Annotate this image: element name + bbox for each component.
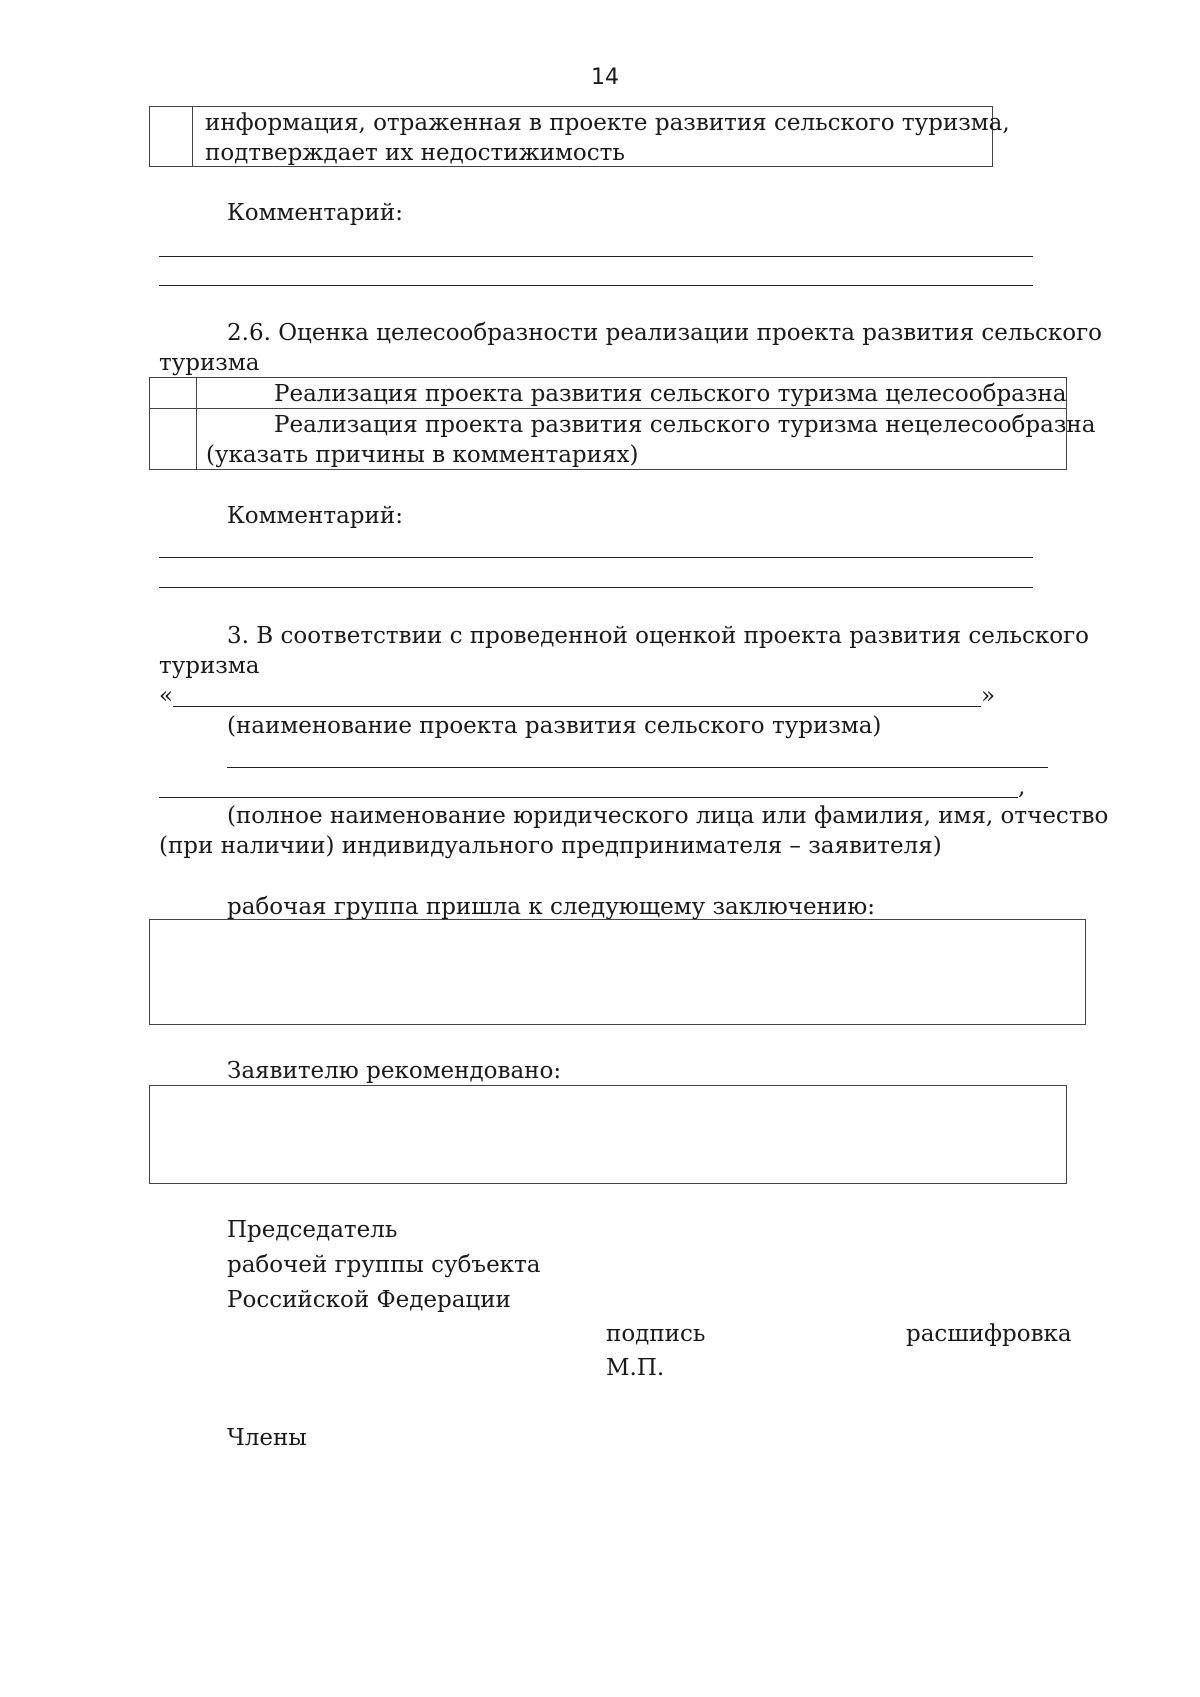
applicant-caption-cont: (при наличии) индивидуального предпринимателя – заявителя) xyxy=(159,833,942,859)
comment-label-2: Комментарий: xyxy=(227,503,403,529)
top-table-line1: информация, отраженная в проекте развития сельского туризма, xyxy=(205,110,1010,136)
members-label: Члены xyxy=(227,1425,307,1451)
option-expedient: Реализация проекта развития сельского туризма целесообразна xyxy=(274,381,1067,407)
chairman-title-line2: рабочей группы субъекта xyxy=(227,1252,541,1278)
conclusion-label: рабочая группа пришла к следующему заключению: xyxy=(227,894,876,920)
decode-label: расшифровка xyxy=(906,1321,1072,1347)
comment-label-1: Комментарий: xyxy=(227,200,403,226)
chairman-title-line3: Российской Федерации xyxy=(227,1287,511,1313)
comment-blank-line[interactable] xyxy=(159,285,1033,286)
top-table-divider xyxy=(192,106,193,167)
section-2-6-heading: 2.6. Оценка целесообразности реализации проекта развития сельского xyxy=(227,320,1103,346)
comment-blank-line[interactable] xyxy=(159,587,1033,588)
section-3-text-cont: туризма xyxy=(159,653,260,679)
top-table-line2: подтверждает их недостижимость xyxy=(205,140,625,166)
applicant-name-field-cont[interactable] xyxy=(159,797,1018,798)
checkbox-expedient[interactable] xyxy=(150,378,196,408)
option-not-expedient: Реализация проекта развития сельского туризма нецелесообразна xyxy=(274,412,1096,438)
recommended-label: Заявителю рекомендовано: xyxy=(227,1058,562,1084)
comment-blank-line[interactable] xyxy=(159,256,1033,257)
assessment-table-divider xyxy=(196,377,197,470)
chairman-title: Председатель xyxy=(227,1217,398,1243)
checkbox-not-expedient[interactable] xyxy=(150,409,196,469)
comment-blank-line[interactable] xyxy=(159,557,1033,558)
recommended-box[interactable] xyxy=(149,1085,1067,1184)
project-name-field[interactable] xyxy=(173,706,981,707)
stamp-label: М.П. xyxy=(606,1355,665,1381)
quote-close: » xyxy=(981,683,996,709)
conclusion-box[interactable] xyxy=(149,919,1086,1025)
section-3-text: 3. В соответствии с проведенной оценкой проекта развития сельского xyxy=(227,623,1089,649)
quote-open: « xyxy=(159,683,174,709)
applicant-caption: (полное наименование юридического лица или фамилия, имя, отчество xyxy=(227,803,1109,829)
signature-label: подпись xyxy=(606,1321,706,1347)
option-not-expedient-note: (указать причины в комментариях) xyxy=(206,442,639,468)
applicant-name-field[interactable] xyxy=(227,767,1048,768)
page-number: 14 xyxy=(591,65,619,90)
applicant-comma: , xyxy=(1018,774,1026,800)
section-2-6-heading-cont: туризма xyxy=(159,350,260,376)
project-name-caption: (наименование проекта развития сельского туризма) xyxy=(227,713,882,739)
